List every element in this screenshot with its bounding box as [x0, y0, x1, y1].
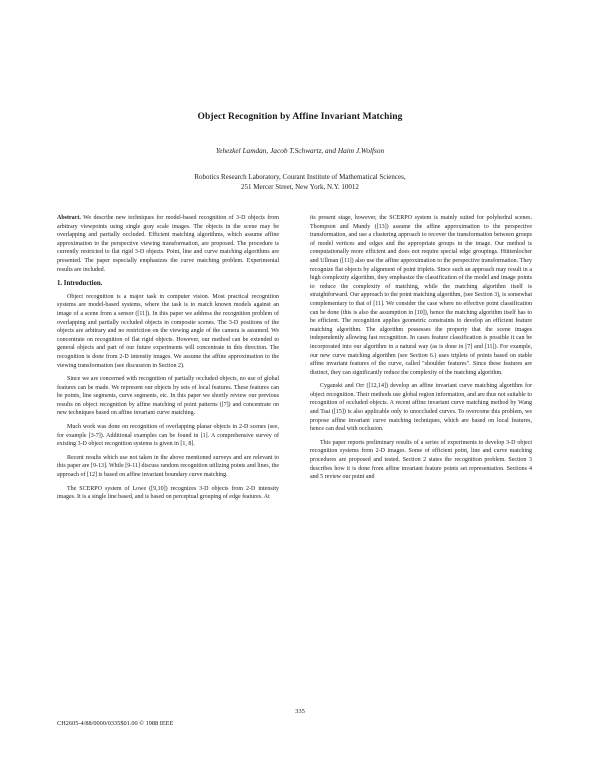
intro-paragraph-3: Much work was done on recognition of overlapping planar objects in 2-D scenes (see, for example [3-7]). Additional examples can be found in [1]. A comprehensive survey of existing 3-D object recognition systems is given in [1, 8]. — [57, 424, 279, 448]
intro-paragraph-4: Recent results which use not taken in the above mentioned surveys and are relevant to this paper are [9-13]. While [9-11] discuss random recognition utilizing points and lines, the approach of [12] is based on affine invariant boundary curve matching. — [57, 454, 279, 479]
affiliation-line-2: 251 Mercer Street, New York, N.Y. 10012 — [241, 183, 359, 191]
intro-paragraph-1: Object recognition is a major task in computer vision. Most practical recognition systems are model-based systems, where the task is to match known models against an image of a scene from a sensor ([11]). In this paper we address the recognition problem of overlapping and partially occluded objects in composite scenes. The 3-D positions of the objects are arbitrary and no restriction on the viewing angle of the camera is assumed. We concentrate on recognition of flat rigid objects. However, our method can be extended to general objects and part of our future experiments will concentrate in this direction. The recognition is done from 2-D intensity images. We assume the affine approximation to the viewing transformation (see discussion in Section 2). — [57, 293, 279, 369]
right-paragraph-2: Cyganski and Orr ([12,14]) develop an affine invariant curve matching algorithm for object recognition. Their methods use global region information, and are thus not suitable to recognition of occluded objects. A recent affine invariant curve matching method by Wang and Tsai ([15]) is also applicable only to unoccluded curves. To overcome this problem, we propose affine invariant curve matching techniques, which are based on local features, hence can deal with occlusion. — [310, 383, 532, 433]
abstract — [57, 214, 279, 274]
right-paragraph-1: its present stage, however, the SCERPO system is mainly suited for polyhedral scenes. Thompson and Mundy ([13]) assume the affine approximation to the perspective transformation, and use a clustering approach to recover the transformation between groups of model vertices and edges and the appropriate groups in the image. Our method is computationally more efficient and does not require special edge groupings. Hüttenlocher and Ullman ([11]) also use the affine approximation to the perspective transformation. They recognize flat objects by alignment of point triplets. Since such an approach may result in a high complexity algorithm, they emphasize the classification of the model and image points to reduce the complexity of matching, while the matching algorithm itself is straightforward. Our approach to the point matching algorithm, (see Section 3), is somewhat complementary to that of [11]. We consider the case where no effective point classification can be done (this is also the assumption in [10]), hence the matching algorithm itself has to be efficient. The recognition applies geometric constraints to develop an efficient feature matching algorithm. The algorithm possesses the property that the scene images independently allowing fast recognition. In cases feature classification is possible it can be incorporated into our algorithm in a natural way (as is done in [7] and [11]). For example, our new curve matching algorithm (see Section 6.) uses triplets of points based on stable affine invariant features of the curve, called "shoulder features". Since these features are distinct, they can significantly reduce the complexity of the matching algorithm. — [310, 215, 532, 376]
left-column — [57, 214, 279, 507]
abstract-label: Abstract. — [57, 215, 81, 221]
section-heading-introduction: 1. Introduction. — [57, 280, 103, 288]
right-column — [310, 214, 532, 487]
affiliation — [0, 172, 600, 192]
abstract-text: We describe new techniques for model-based recognition of 3-D objects from arbitrary viewpoints using single gray scale images. The objects in the scene may be overlapping and partially occluded. Efficient matching algorithms, which assume affine approximation to the perspective viewing transformation, are proposed. The procedure is currently restricted to flat rigid 3-D objects. Point, line and curve matching algorithms are presented. The paper especially emphasizes the curve matching problem. Experimental results are included. — [57, 215, 279, 273]
affiliation-line-1: Robotics Research Laboratory, Courant Institute of Mathematical Sciences, — [194, 173, 406, 181]
paper-title: Object Recognition by Affine Invariant Matching — [197, 112, 403, 122]
intro-paragraph-2: Since we are concerned with recognition of partially occluded objects, no use of global features can be made. We represent our objects by sets of local features. These features can be points, line segments, curve segments, etc. In this paper we shortly review our previous results on object recognition by affine matching of point patterns ([7]) and concentrate on new techniques based on affine invariant curve matching. — [57, 376, 279, 417]
paper-authors: Yehezkel Lamdan, Jacob T.Schwartz, and Haim J.Wolfson — [215, 146, 385, 155]
intro-paragraph-5: The SCERPO system of Lowe ([9,10]) recognizes 3-D objects from 2-D intensity images. It is a single line based, and is based on perceptual grouping of edge features. At — [57, 485, 279, 501]
page-number: 335 — [295, 708, 305, 715]
right-paragraph-3: This paper reports preliminary results of a series of experiments to develop 3-D object recognition systems from 2-D images. Some of efficient point, line and curve matching procedures are proposed and tested. Section 2 states the recognition problem. Section 3 describes how it is done from affine invariant feature points set representation. Sections 4 and 5 review our point and — [310, 439, 532, 481]
copyright-footer: CH2605-4/88/0000/0335$01.00 © 1988 IEEE — [57, 720, 174, 727]
